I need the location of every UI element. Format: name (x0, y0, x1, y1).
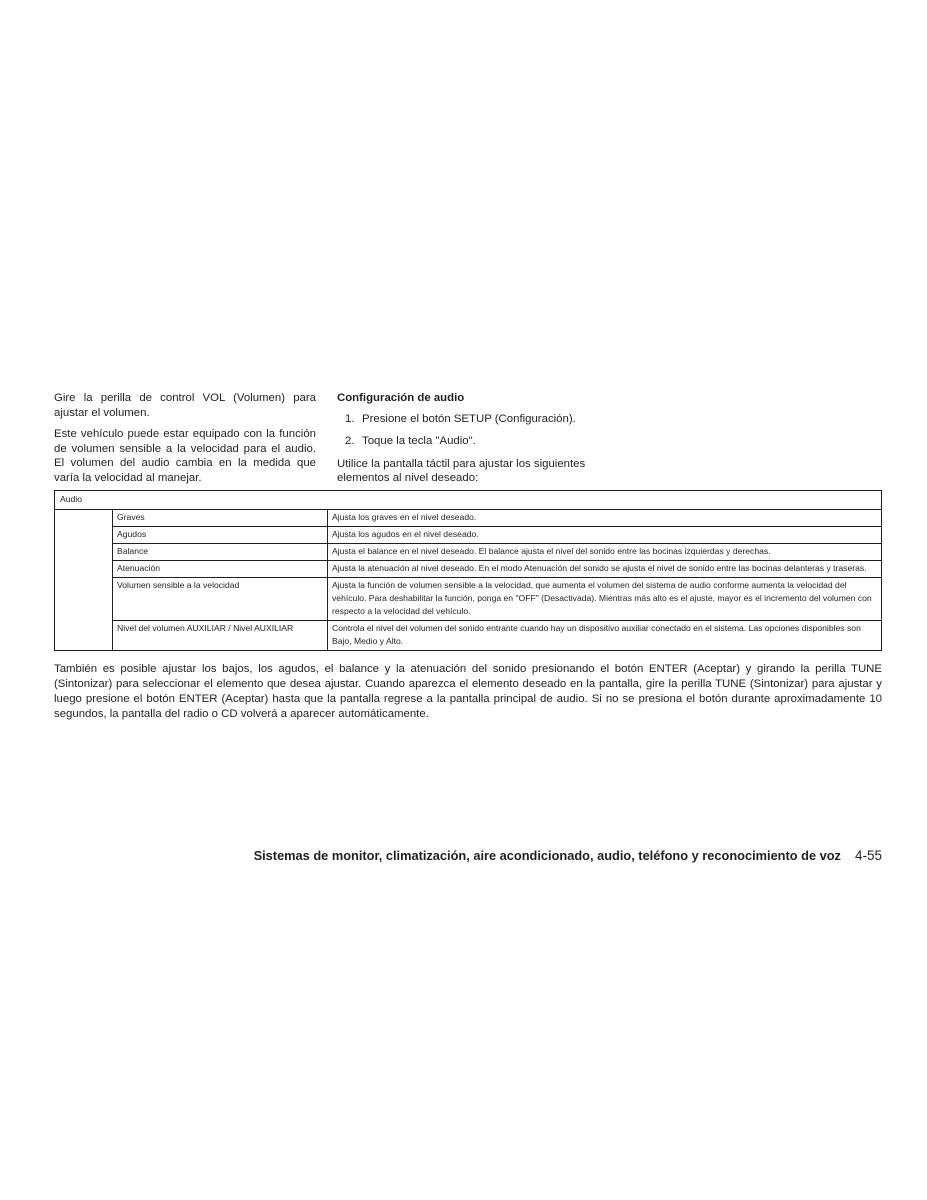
table-row (55, 621, 882, 651)
step-text: Presione el botón SETUP (Configuración). (362, 412, 576, 425)
setting-description: Ajusta el balance en el nivel deseado. El balance ajusta el nivel del sonido entre las bocinas izquierdas y derechas. (328, 544, 882, 561)
setting-description: Ajusta los agudos en el nivel deseado. (328, 527, 882, 544)
table-row (55, 544, 882, 561)
table-title: Audio (55, 491, 882, 510)
table-row (55, 561, 882, 578)
step-number: 1. (345, 412, 355, 425)
setting-name: Atenuación (113, 561, 328, 578)
step-number: 2. (345, 435, 355, 448)
steps-list (337, 412, 637, 449)
section-heading: Configuración de audio (337, 392, 465, 404)
setting-description: Ajusta la función de volumen sensible a la velocidad, que aumenta el volumen del sistema de audio conforme aumenta la velocidad del vehículo. Para deshabilitar la función, ponga en "OFF" (Desactivada). Mientras más alto es el ajuste, mayor es el incremento del volumen con respecto a la velocidad del vehículo. (328, 578, 882, 621)
enter-tune-paragraph: También es posible ajustar los bajos, los agudos, el balance y la atenuación del sonido presionando el botón ENTER (Aceptar) y girando la perilla TUNE (Sintonizar) para seleccionar el elemento que desea ajustar. Cuando aparezca el elemento deseado en la pantalla, gire la perilla TUNE (Sintonizar) para ajustar y luego presione el botón ENTER (Aceptar) hasta que la pantalla regrese a la pantalla principal de audio. Si no se presiona el botón durante aproximadamente 10 segundos, la pantalla del radio o CD volverá a aparecer automáticamente. (54, 663, 882, 720)
setting-name: Balance (113, 544, 328, 561)
step-item (345, 434, 637, 449)
right-column (337, 391, 637, 486)
page-footer (254, 848, 882, 863)
setting-name: Volumen sensible a la velocidad (113, 578, 328, 621)
step-item (345, 412, 637, 427)
table-row (55, 510, 882, 527)
audio-settings-table (54, 490, 882, 651)
page-number: 4-55 (854, 848, 882, 863)
setting-name: Nivel del volumen AUXILIAR / Nivel AUXILIAR (113, 621, 328, 651)
setting-description: Ajusta los graves en el nivel deseado. (328, 510, 882, 527)
step-text: Toque la tecla "Audio". (362, 435, 476, 448)
table-row (55, 578, 882, 621)
volume-knob-paragraph: Gire la perilla de control VOL (Volumen) para ajustar el volumen. (54, 392, 316, 419)
table-intro: Utilice la pantalla táctil para ajustar los siguientes elementos al nivel deseado: (337, 457, 586, 485)
setting-description: Ajusta la atenuación al nivel deseado. En el modo Atenuación del sonido se ajusta el nivel de sonido entre las bocinas delanteras y traseras. (328, 561, 882, 578)
setting-name: Agudos (113, 527, 328, 544)
table-row (55, 527, 882, 544)
indent-cell (55, 510, 113, 651)
chapter-title: Sistemas de monitor, climatización, aire acondicionado, audio, teléfono y reconocimiento de voz (253, 848, 841, 863)
setting-description: Controla el nivel del volumen del sonido entrante cuando hay un dispositivo auxiliar conectado en el sistema. Las opciones disponibles son Bajo, Medio y Alto. (328, 621, 882, 651)
speed-sensitive-paragraph: Este vehículo puede estar equipado con la función de volumen sensible a la velocidad para el audio. El volumen del audio cambia en la medida que varía la velocidad al manejar. (54, 428, 316, 484)
left-column (54, 391, 316, 493)
table-title-row (55, 491, 882, 510)
setting-name: Graves (113, 510, 328, 527)
